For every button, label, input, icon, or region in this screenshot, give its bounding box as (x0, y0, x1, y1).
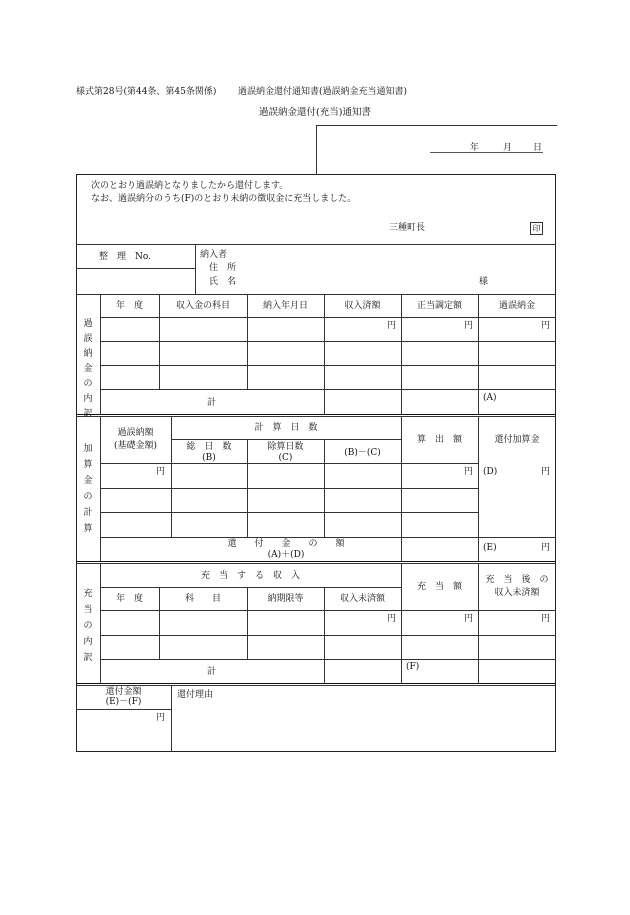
unit-yen: 円 (464, 614, 474, 624)
col-days-diff: (B)－(C) (344, 448, 381, 458)
section-c-side-label: 充当の内訳 (83, 589, 93, 663)
date-month-label: 月 (503, 143, 513, 153)
address-label: 住 所 (209, 263, 237, 273)
col-after-allocation-1: 充 当 後 の (485, 575, 549, 585)
col-revenue-item: 収入金の科目 (175, 301, 230, 311)
name-label: 氏 名 (209, 277, 237, 287)
section-a-side-label: 過誤納金の内 (83, 319, 93, 404)
col-unpaid-amount: 収入未済額 (339, 594, 385, 604)
col-correct-assessment: 正当調定額 (416, 301, 462, 311)
col-fiscal-year: 年 度 (115, 594, 143, 604)
unit-yen: 円 (387, 614, 397, 624)
col-calc-days: 計 算 日 数 (254, 423, 318, 433)
payer-label: 納入者 (200, 250, 228, 260)
refund-reason-label: 還付理由 (177, 690, 214, 700)
refund-amount-total-label: 還付金額 (105, 687, 142, 697)
col-refund-addition: 還付加算金 (494, 435, 540, 445)
unit-yen: 円 (156, 467, 166, 477)
issuer-name: 三種町長 (389, 223, 426, 233)
unit-yen: 円 (464, 321, 474, 331)
refund-amount-formula: (A)＋(D) (267, 550, 305, 560)
seal-mark: 印 (530, 222, 543, 235)
unit-yen: 円 (541, 467, 551, 477)
unit-yen: 円 (387, 321, 397, 331)
col-calculated-amount: 算 出 額 (416, 435, 462, 445)
col-allocated-revenue: 充 当 す る 収 入 (200, 571, 300, 581)
col-overpayment: 過誤納金 (498, 301, 535, 311)
mark-d: (D) (483, 467, 498, 477)
col-payment-date: 納入年月日 (262, 301, 308, 311)
unit-yen: 円 (541, 543, 551, 553)
refund-amount-total-formula: (E)－(F) (105, 697, 142, 707)
mark-e: (E) (483, 543, 497, 553)
col-received-amount: 収入済額 (344, 301, 381, 311)
document-title: 過誤納金還付(充当)通知書 (259, 107, 371, 118)
col-excluded-days: 除算日数 (267, 442, 304, 452)
notice-line-1: 次のとおり過誤納となりましたから還付します。 (91, 181, 289, 191)
col-total-days: 総 日 数 (186, 442, 232, 452)
reference-number-label: 整 理 No. (99, 252, 151, 262)
unit-yen: 円 (541, 614, 551, 624)
mark-f: (F) (406, 662, 420, 672)
col-base-amount: 過誤納額 (117, 428, 154, 438)
col-total-days-b: (B) (202, 453, 216, 463)
col-item: 科 目 (184, 594, 221, 604)
mark-a: (A) (483, 393, 497, 403)
unit-yen: 円 (464, 467, 474, 477)
refund-amount-label: 還 付 金 の 額 (227, 539, 345, 549)
date-day-label: 日 (533, 143, 543, 153)
section-a-total-label: 計 (207, 398, 217, 408)
col-base-amount-sub: (基礎金額) (113, 441, 158, 451)
section-b-side-label: 加算金の計算 (83, 444, 93, 534)
col-excluded-days-c: (C) (278, 453, 293, 463)
col-after-allocation-2: 収入未済額 (494, 588, 540, 598)
honorific-label: 様 (479, 277, 489, 287)
col-allocation-amount: 充 当 額 (416, 582, 462, 592)
form-title: 過誤納金還付通知書(過誤納金充当通知書) (238, 87, 408, 97)
date-year-label: 年 (470, 143, 480, 153)
unit-yen: 円 (156, 713, 166, 723)
notice-line-2: なお、過誤納分のうち(F)のとおり未納の徴収金に充当しました。 (91, 194, 357, 204)
col-due-date: 納期限等 (267, 594, 304, 604)
form-reference: 様式第28号(第44条、第45条関係) (76, 87, 217, 97)
unit-yen: 円 (541, 321, 551, 331)
col-fiscal-year: 年 度 (115, 301, 143, 311)
section-c-total-label: 計 (207, 667, 217, 677)
